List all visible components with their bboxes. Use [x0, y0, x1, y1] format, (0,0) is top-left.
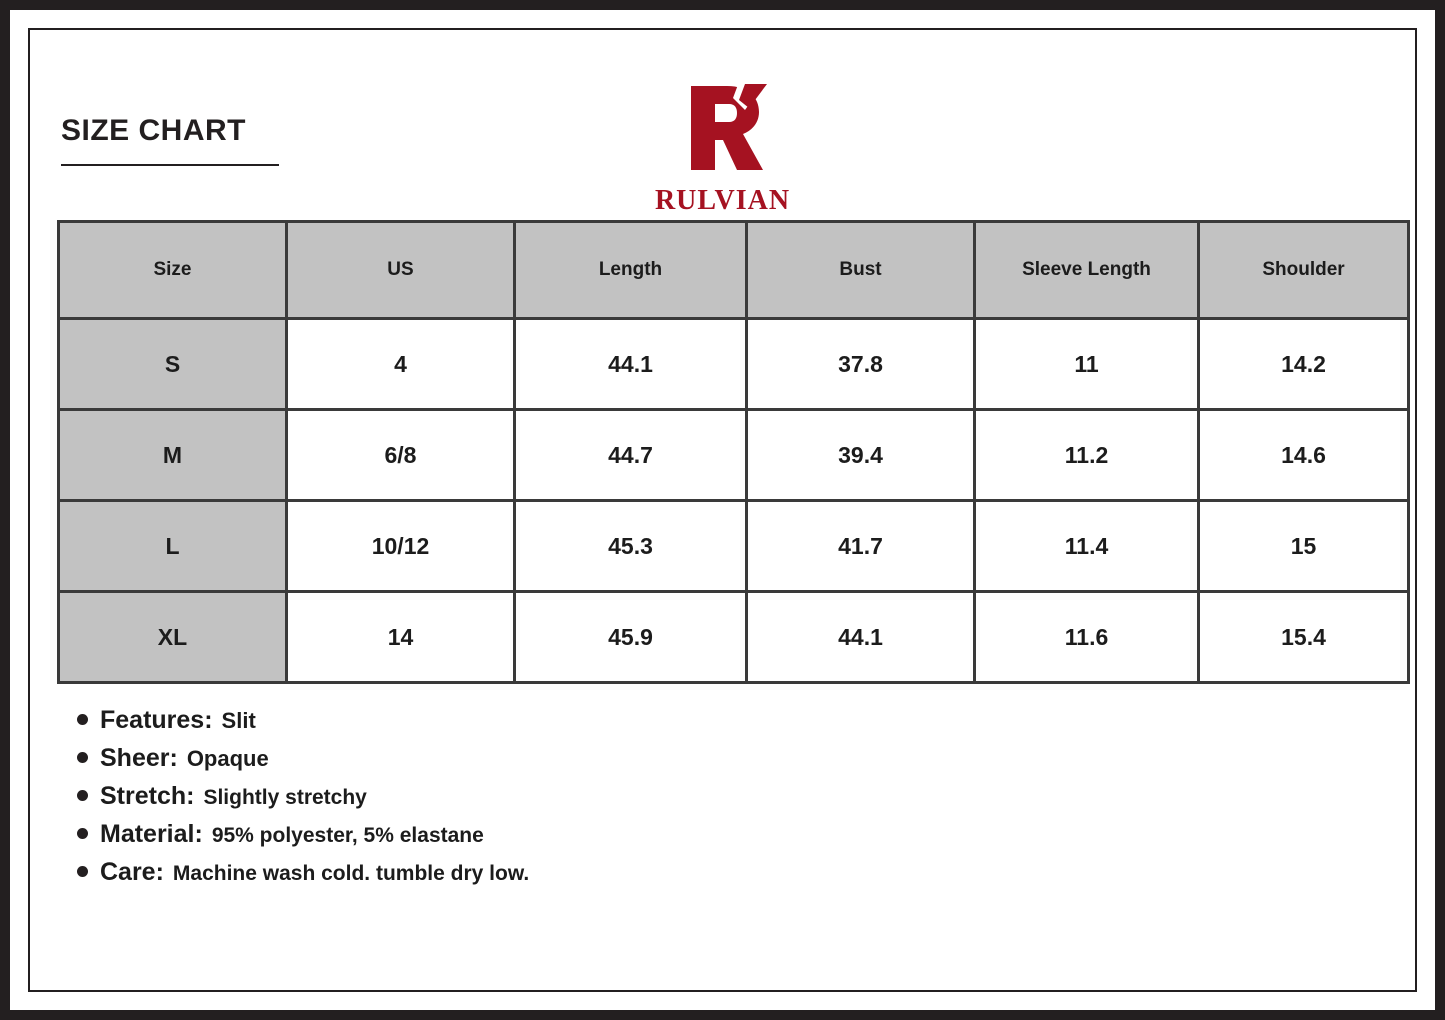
note-value: Machine wash cold. tumble dry low.: [172, 862, 530, 885]
cell-sleeve-length: 11.4: [975, 501, 1199, 592]
table-row: [59, 410, 1409, 501]
cell-bust: 44.1: [747, 592, 975, 683]
page-title: SIZE CHART: [61, 114, 246, 147]
brand-block: [57, 80, 1388, 217]
document-header: [57, 80, 1388, 216]
list-item: [77, 744, 1388, 773]
column-header-sleeve-length: Sleeve Length: [975, 222, 1199, 319]
bullet-icon: [77, 752, 88, 763]
rulvian-r-logo-icon: [57, 80, 1388, 181]
cell-sleeve-length: 11.6: [975, 592, 1199, 683]
column-header-size: Size: [59, 222, 287, 319]
table-row: [59, 319, 1409, 410]
brand-name: RULVIAN: [654, 185, 791, 216]
note-label: Features:: [100, 706, 213, 734]
cell-length: 45.9: [515, 592, 747, 683]
cell-sleeve-length: 11: [975, 319, 1199, 410]
cell-us: 14: [287, 592, 515, 683]
column-header-shoulder: Shoulder: [1199, 222, 1409, 319]
note-label: Sheer:: [100, 744, 178, 772]
cell-us: 6/8: [287, 410, 515, 501]
list-item: [77, 858, 1388, 887]
page-content: [57, 80, 1388, 970]
column-header-bust: Bust: [747, 222, 975, 319]
note-value: 95% polyester, 5% elastane: [211, 824, 484, 847]
size-chart-table: [57, 220, 1410, 684]
note-label: Material:: [100, 820, 203, 848]
cell-us: 10/12: [287, 501, 515, 592]
table-header-row: [59, 222, 1409, 319]
cell-us: 4: [287, 319, 515, 410]
cell-shoulder: 14.2: [1199, 319, 1409, 410]
cell-shoulder: 15: [1199, 501, 1409, 592]
note-value: Slit: [221, 708, 256, 733]
product-notes-list: [57, 706, 1388, 887]
cell-length: 44.7: [515, 410, 747, 501]
cell-bust: 41.7: [747, 501, 975, 592]
page-inner-border: [28, 28, 1417, 992]
cell-length: 44.1: [515, 319, 747, 410]
bullet-icon: [77, 714, 88, 725]
list-item: [77, 820, 1388, 849]
bullet-icon: [77, 828, 88, 839]
cell-size: XL: [59, 592, 287, 683]
column-header-length: Length: [515, 222, 747, 319]
size-chart-table-wrap: [57, 220, 1388, 684]
table-row: [59, 501, 1409, 592]
cell-size: S: [59, 319, 287, 410]
cell-bust: 37.8: [747, 319, 975, 410]
cell-size: L: [59, 501, 287, 592]
note-label: Stretch:: [100, 782, 195, 810]
list-item: [77, 782, 1388, 811]
table-row: [59, 592, 1409, 683]
cell-sleeve-length: 11.2: [975, 410, 1199, 501]
note-label: Care:: [100, 858, 164, 886]
note-value: Opaque: [186, 746, 269, 771]
cell-shoulder: 14.6: [1199, 410, 1409, 501]
bullet-icon: [77, 790, 88, 801]
list-item: [77, 706, 1388, 735]
note-value: Slightly stretchy: [203, 786, 367, 809]
column-header-us: US: [287, 222, 515, 319]
bullet-icon: [77, 866, 88, 877]
cell-bust: 39.4: [747, 410, 975, 501]
cell-size: M: [59, 410, 287, 501]
cell-length: 45.3: [515, 501, 747, 592]
cell-shoulder: 15.4: [1199, 592, 1409, 683]
